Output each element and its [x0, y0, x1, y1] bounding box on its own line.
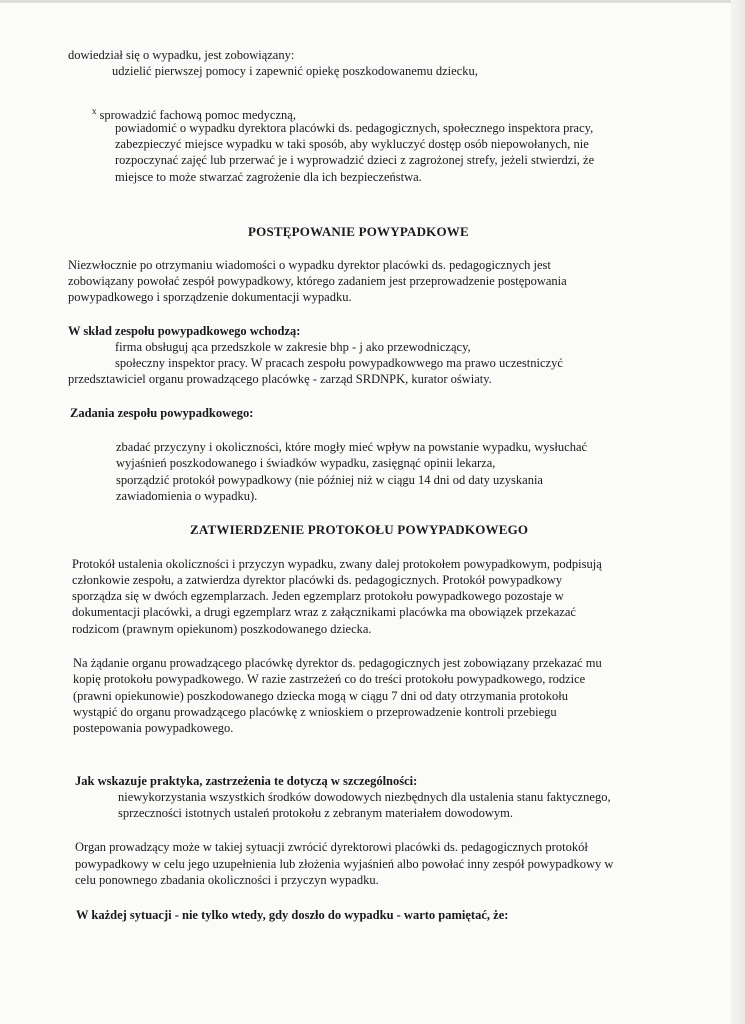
s2-p2-line-4: wystąpić do organu prowadzącego placówkę z wnioskiem o przeprowadzenie kontroli przebiegu [73, 705, 557, 719]
scan-right-edge [731, 0, 745, 1024]
heading-zatwierdzenie: ZATWIERDZENIE PROTOKOŁU POWYPADKOWEGO [190, 522, 529, 537]
intro-line-5: zabezpieczyć miejsce wypadku w taki sposób, aby wykluczyć dostęp osób niepowołanych, nie [115, 137, 589, 151]
s2-objections-line-1: niewykorzystania wszystkich środków dowodowych niezbędnych dla ustalenia stanu faktycznego, [118, 790, 611, 804]
s1-members-line-1: firma obsługuj ąca przedszkole w zakresie bhp - j ako przewodniczący, [115, 340, 471, 354]
s1-members-line-2: społeczny inspektor pracy. W pracach zespołu powypadkowwego ma prawo uczestniczyć [115, 356, 563, 370]
subheading-zadania-zespolu: Zadania zespołu powypadkowego: [70, 406, 254, 420]
intro-line-2: udzielić pierwszej pomocy i zapewnić opiekę poszkodowanemu dziecku, [112, 64, 478, 78]
subheading-sklad-zespolu: W skład zespołu powypadkowego wchodzą: [68, 324, 301, 338]
s2-p3-line-1: Organ prowadzący może w takiej sytuacji zwrócić dyrektorowi placówki ds. pedagogicznych protokół [75, 840, 588, 854]
s2-p1-line-1: Protokół ustalenia okoliczności i przyczyn wypadku, zwany dalej protokołem powypadkowym, podpisują [72, 557, 602, 571]
s1-tasks-line-1: zbadać przyczyny i okoliczności, które mogły mieć wpływ na powstanie wypadku, wysłuchać [116, 440, 588, 454]
s1-p1-line-1: Niezwłocznie po otrzymaniu wiadomości o wypadku dyrektor placówki ds. pedagogicznych jest [68, 258, 551, 272]
subheading-zastrzezenia: Jak wskazuje praktyka, zastrzeżenia te dotyczą w szczególności: [75, 774, 418, 788]
s2-p1-line-4: dokumentacji placówki, a drugi egzemplarz wraz z załącznikami placówka ma obowiązek przekazać [72, 605, 576, 619]
s2-objections-line-2: sprzeczności istotnych ustaleń protokołu z zebranym materiałem dowodowym. [118, 806, 514, 820]
s2-p2-line-1: Na żądanie organu prowadzącego placówkę dyrektor ds. pedagogicznych jest zobowiązany przekazać mu [73, 656, 602, 670]
s1-p1-line-3: powypadkowego i sporządzenie dokumentacji wypadku. [68, 290, 352, 304]
intro-line-4: powiadomić o wypadku dyrektora placówki ds. pedagogicznych, społecznego inspektora pracy, [115, 121, 594, 135]
s2-p2-line-3: (prawni opiekunowie) poszkodowanego dziecka mogą w ciągu 7 dni od daty otrzymania protokołu [73, 689, 569, 703]
s1-members-line-3: przedsztawiciel organu prowadzącego placówkę - zarząd SRDNPK, kurator oświaty. [68, 372, 492, 386]
s2-p1-line-3: sporządza się w dwóch egzemplarzach. Jeden egzemplarz protokołu powypadkowego pozostaje w [72, 589, 564, 603]
s2-p2-line-5: postepowania powypadkowego. [73, 721, 234, 735]
s1-p1-line-2: zobowiązany powołać zespół powypadkowy, którego zadaniem jest przeprowadzenie postępowania [68, 274, 567, 288]
s2-p3-line-2: powypadkowy w celu jego uzupełnienia lub złożenia wyjaśnień albo powołać inny zespół powypadkowy w [75, 857, 614, 871]
intro-line-7: miejsce to może stwarzać zagrożenie dla ich bezpieczeństwa. [115, 170, 422, 184]
s1-tasks-line-4: zawiadomienia o wypadku). [116, 489, 258, 503]
s1-tasks-line-2: wyjaśnień poszkodowanego i świadków wypadku, zasięgnąć opinii lekarza, [116, 456, 496, 470]
intro-line-1: dowiedział się o wypadku, jest zobowiązany: [68, 48, 295, 62]
s2-p1-line-5: rodzicom (prawnym opiekunom) poszkodowanego dziecka. [72, 622, 372, 636]
s1-tasks-line-3: sporządzić protokół powypadkowy (nie później niż w ciągu 14 dni od daty uzyskania [116, 473, 543, 487]
s2-p2-line-2: kopię protokołu powypadkowego. W razie zastrzeżeń co do treści protokołu powypadkowego, rodzice [73, 672, 586, 686]
s2-p1-line-2: członkowie zespołu, a zatwierdza dyrektor placówki ds. pedagogicznych. Protokół powypadkowy [72, 573, 563, 587]
s2-p3-line-3: celu ponownego zbadania okoliczności i przyczyn wypadku. [75, 873, 379, 887]
scan-top-edge [0, 0, 745, 3]
intro-line-3-text: sprowadzić fachową pomoc medyczną, [99, 108, 296, 123]
bullet-mark: x [92, 106, 97, 116]
intro-line-6: rozpoczynać zajęć lub przerwać je i wyprowadzić dzieci z zagrożonej strefy, jeżeli stwierdzi, że [115, 153, 595, 167]
closing-statement: W każdej sytuacji - nie tylko wtedy, gdy doszło do wypadku - warto pamiętać, że: [76, 908, 509, 922]
heading-postepowanie: POSTĘPOWANIE POWYPADKOWE [248, 224, 469, 239]
